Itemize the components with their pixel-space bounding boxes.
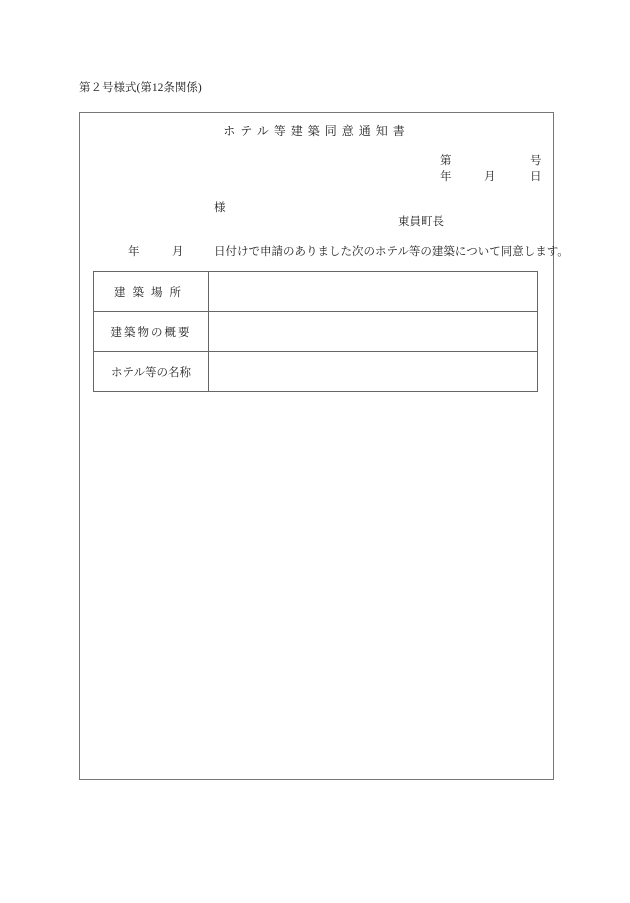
row-label-overview: 建築物の概要: [94, 312, 209, 352]
table-row: [94, 352, 538, 392]
body-text: 日付けで申請のありました次のホテル等の建築について同意します。: [214, 246, 569, 258]
row-label-hotel-name: ホテル等の名称: [94, 352, 209, 392]
number-prefix: 第: [440, 155, 452, 167]
date-day: 日: [530, 171, 542, 183]
notice-frame: [79, 112, 569, 780]
form-label: 第２号様式(第12条関係): [79, 82, 202, 94]
table-row: [94, 272, 538, 312]
row-value-overview: [209, 312, 538, 352]
date-year: 年: [440, 171, 452, 183]
number-suffix: 号: [530, 155, 542, 167]
table-row: [94, 312, 538, 352]
date-month: 月: [484, 171, 496, 183]
row-value-location: [209, 272, 538, 312]
row-label-location: 建築場所: [94, 272, 209, 312]
issuer: 東員町長: [398, 216, 444, 228]
details-table: [93, 271, 538, 392]
body-month: 月: [172, 246, 184, 258]
addressee-suffix: 様: [214, 202, 226, 214]
body-year: 年: [128, 246, 140, 258]
row-value-hotel-name: [209, 352, 538, 392]
document-title: ホテル等建築同意通知書: [223, 124, 410, 138]
